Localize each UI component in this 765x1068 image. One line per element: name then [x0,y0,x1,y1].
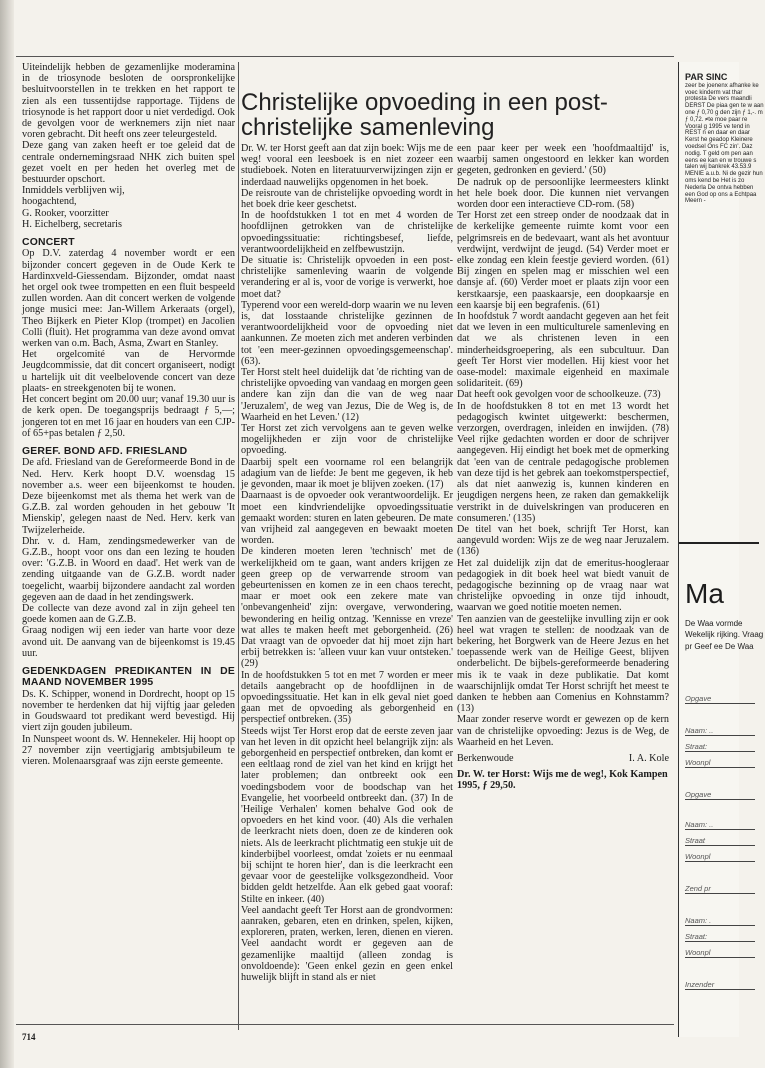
news-paragraph: Op D.V. zaterdag 4 november wordt er een bijzonder concert gegeven in de Oude Kerk te Hardinxveld-Giessendam. Bijzonder, omdat naast het orgel ook twee trompetten en een fluit bespeeld zullen worden. Aan dit concert werken de volgende jonge musici mee: Jan-Willem Arkeraats (orgel), Theo Bijkerk en Pieter Klop (trompet) en Jacolien Colli (fluit). Het programma van deze avond omvat werken van o.m. Bach, Asma, Zwart en Stanley. [22,248,235,350]
form-line: Naam: .. [685,820,755,830]
top-rule [16,56,674,57]
form-line: Straat: [685,742,755,752]
article-paragraph: Veel aandacht geeft Ter Horst aan de grondvormen: aanraken, gebaren, eten en drinken, spelen, kijken, exploreren, praten, werken, leren, dienen en vieren. Veel aandacht wordt er gegeven aan de gezamenlijke maaltijd (alleen zondag is onvoldoende): 'Geen enkel gezin en geen enkel huwelijk blijft in stand als er niet [241,904,453,984]
article-column-left [241,143,453,1023]
article-paragraph: In de hoofdstukken 5 tot en met 7 worden er meer details aangebracht op de hoofdlijnen in de opvoedingssituatie. Het kan in elk geval niet goed gaan met de opvoeding als geborgenheid en perspectief ontbreken. (35) [241,669,453,726]
news-paragraph: Ds. K. Schipper, wonend in Dordrecht, hoopt op 15 november te herdenken dat hij vijftig jaar geleden in Goudswaard tot predikant werd bevestigd. Hij viert zijn gouden jubileum. [22,688,235,734]
article-paragraph: De titel van het boek, schrijft Ter Horst, kan aangevuld worden: Wijs ze de weg naar Jeruzalem. (136) [457,523,669,558]
article-paragraph: De situatie is: Christelijk opvoeden in een post-christelijke samenleving waarin de volgende verandering er al is, voor de vorige is verwerkt, hoe moet dat? [241,255,453,300]
form-heading: Ma [685,578,724,609]
section-heading: GEDENKDAGEN PREDIKANTEN IN DE MAAND NOVEMBER 1995 [22,665,235,689]
signature: H. Eichelberg, secretaris [22,218,122,230]
section-heading: CONCERT [22,237,75,249]
news-paragraph: In Nunspeet woont ds. W. Hennekeler. Hij hoopt op 27 november zijn veertigjarig ambtsjubileum te vieren. Molenaarsgraaf was zijn eerste gemeente. [22,733,235,767]
article-paragraph: Ter Horst zet zich vervolgens aan te geven welke mogelijkheden er zijn voor de christelijke opvoeding. [241,423,453,457]
adjacent-heading: PAR SINC [685,72,728,82]
article-paragraph: De kinderen moeten leren 'technisch' met de werkelijkheid om te gaan, want anders krijgen ze geen greep op de verwarrende stroom van gebeurtenissen en komen ze in een chaos terecht, maar er moet ook een zekere mate van 'onbevangenheid' zijn: overgave, verwondering, bewondering en heilig ontzag. 'Kennisse en vreze' wat alles te maken heeft met geborgenheid. (26) Dat vraagt van de opvoeder dat hij moet zijn hart erbij betrekken is: 'alleen vuur kan vuur ontsteken.' (29) [241,546,453,670]
news-paragraph: De afd. Friesland van de Gereformeerde Bond in de Ned. Herv. Kerk hoopt D.V. woensdag 15 november a.s. weer een bijeenkomst te houden. Deze bijeenkomst met als thema het werk van de G.Z.B. zal worden gehouden in het gebouw 'It Mienskip', gelegen naast de Ned. Herv. kerk van Twijzelerheide. [22,457,235,536]
signoff-place: Berkenwoude [457,752,514,764]
article-paragraph: Typerend voor een wereld-dorp waarin we nu leven is, dat losstaande christelijke gezinnen de verantwoordelijkheid voor de opvoeding niet aankunnen. Ze moeten zich met anderen verbinden tot 'een meer-gezinnen opvoedingsgemeenschap'. (63). [241,299,453,367]
form-line: Opgave [685,694,755,704]
form-line: Straat: [685,932,755,942]
article-paragraph: De reisroute van de christelijke opvoeding wordt in het boek drie keer geschetst. [241,187,453,211]
adjacent-body: zeer be joenenx afhanke ke voec kinderm vat thar protesta De vers maandli DERST De piaa gen te w aan one ƒ 0,70 g den zijn ƒ 1,-. m ƒ 0,72. ≠te moe paar re Vooral g 1995 ve tend in REST n en daar en daar Kerst he geadop Kleinere voedsel Ons FC zin'. Daz nodig. T geld om pen aan eens ee kan en w trouwe s talen wij bankrek 43.53.9 MENIE a.u.b. Ni de gezir hun oms kend be Het is zo Nederla De ontva hebben een God op ons a Echtpaa Meern - [685,82,764,205]
form-line: Woonpl [685,852,755,862]
letter-closing: Inmiddels verblijven wij, [22,185,125,197]
article-paragraph: In hoofdstuk 7 wordt aandacht gegeven aan het feit dat we leven in een multiculturele samenleving en dat we als christenen leven in een minderheidsgroepering, als een subcultuur. Dan geeft Ter Horst vier modellen. Hij kiest voor het oase-model: maximale eigenheid en maximale solidariteit. (69) [457,311,669,390]
signature: G. Rooker, voorzitter [22,207,109,219]
signoff-line [457,753,669,764]
adjacent-page-text [685,74,765,205]
page-number: 714 [22,1032,36,1042]
letter-paragraph: Deze gang van zaken heeft er toe geleid dat de centrale ondernemingsraad NHK zich buiten spel gezet voelt en per heden het overleg met de bestuurder opschort. [22,140,235,186]
article-paragraph: Dr. W. ter Horst geeft aan dat zijn boek: Wijs me de weg! vooral een leesboek is en niet zozeer een studieboek. Noten en literatuurverwijzingen zijn er inderdaad nauwelijks opgenomen in het boek. [241,143,453,188]
letter-paragraph: Uiteindelijk hebben de gezamenlijke moderamina in de triosynode besloten de oorspronkelijke besluitvoorstellen in te trekken en het rapport te zien als een tussentijdse rapportage. Tijdens de triosynode is het rapport door u niet verdedigd. Ook de gevolgen voor de werknemers zijn niet naar voren gebracht. Dit heeft ons zeer teleurgesteld. [22,62,235,141]
article-paragraph: In de hoofdstukken 8 tot en met 13 wordt het pedagogisch kwintet uitgewerkt: beschermen, verzorgen, overdragen, inleiden en inwijden. (78) Veel rijke gedachten worden er door de schrijver aangegeven. Hij eindigt het boek met de opmerking dat 'een van de centrale pedagogische problemen van deze tijd is het gebrek aan toekomstperspectief, als dat niet aanwezig is, kunnen kinderen en jeugdigen nergens heen, ze raken dan gemakkelijk verstrikt in de duivelskringen van produceren en consumeren.' (135) [457,400,669,524]
article-paragraph: Het zal duidelijk zijn dat de emeritus-hoogleraar pedagogiek in dit boek heel wat biedt vanuit de pedagogische bezinning op de vraag naar wat christelijke opvoeding in onze tijd inhoudt, waarvan we goed notitie moeten nemen. [457,557,669,614]
article-paragraph: De nadruk op de persoonlijke leermeesters klinkt het hele boek door. Die kunnen niet vervangen worden door een interactieve CD-rom. (58) [457,176,669,211]
form-intro: De Waa vormde Wekelijk rijking. Vraag pr Geef ee De Waa [685,619,764,651]
form-line: Opgave [685,790,755,800]
letter-greeting: hoogachtend, [22,196,77,208]
article-paragraph: Ten aanzien van de geestelijke invulling zijn er ook heel wat vragen te stellen: de noodzaak van de bekering, het Borgwerk van de Heere Jezus en het toepassende werk van de Heilige Geest, blijven onderbelicht. De bijbels-gereformeerde benadering mis ik te vaak in deze publikatie. Dat komt waarschijnlijk omdat Ter Horst schrijft het meest te danken te hebben aan Comenius en Kohnstamm? (13) [457,613,669,715]
news-paragraph: De collecte van deze avond zal in zijn geheel ten goede komen aan de G.Z.B. [22,602,235,626]
form-line: Zend pr [685,884,755,894]
form-line: Naam: . [685,916,755,926]
news-paragraph: Het concert begint om 20.00 uur; vanaf 19.30 uur is de kerk open. De toegangsprijs bedraagt ƒ 5,—; jongeren tot en met 16 jaar en houders van een CJP- of 65+pas betalen ƒ 2,50. [22,394,235,439]
column-divider [238,62,239,1030]
form-line: Woonpl [685,758,755,768]
signoff-author: I. A. Kole [628,752,669,764]
news-paragraph: Graag nodigen wij een ieder van harte voor deze avond uit. De aanvang van de bijeenkomst is 19.45 uur. [22,625,235,659]
form-line: Inzender [685,980,755,990]
article-paragraph: Dat heeft ook gevolgen voor de schoolkeuze. (73) [457,389,661,401]
article-paragraph: Steeds wijst Ter Horst erop dat de eerste zeven jaar van het leven in dit opzicht heel belangrijk zijn: als geborgenheid en perspectief ontbreken, dan komt er een eeltlaag rond de ziel van het kind en krijgt het later problemen; dan ontbreekt ook een voedingsbodem voor de boodschap van het Evangelie, het voorbeeld ontbreekt dan. (37) In de 'Heilige Verhalen' komen behalve God ook de opvoeders en het kind voor. (40) Als die verhalen de leerkracht niets doen, doen ze de kinderen ook niets. Als de leerkracht plichtmatig een stukje uit de kinderbijbel voorleest, omdat 'zoiets er nu eenmaal bij schijnt te horen hier', dan is die leerkracht een gevaar voor de geestelijke volksgezondheid. Voor bidden geldt hetzelfde. Aan elk gebed gaat vooraf: Stilte en inkeer. (40) [241,725,453,905]
order-form-box [679,542,764,1039]
article-paragraph: Maar zonder reserve wordt er gewezen op de kern van de christelijke opvoeding: Jezus is de Weg, de Waarheid en het Leven. [457,714,669,748]
bottom-rule [16,1024,674,1025]
article-column-right [457,143,669,903]
article-paragraph: Ter Horst zet een streep onder de noodzaak dat in de kerkelijke gemeente ruimte komt voor een pelgrimsreis en de bedevaart, want als het avontuur verdwijnt, verdwijnt de jeugd. (54) Verder moet er elke zondag een klein feestje gevierd worden. (61) Bij zingen en spelen mag er misschien wel een dansje af. (60) Verder moet er plaats zijn voor een kerstkaarsje, een paaskaarsje, een doopkaarsje en een kaarsje bij een begrafenis. (61) [457,210,669,311]
page-binding-shadow [0,0,14,1068]
form-line: Straat [685,836,755,846]
form-line: Woonpl [685,948,755,958]
adjacent-page-column [678,62,764,1037]
article-paragraph: In de hoofdstukken 1 tot en met 4 worden de hoofdlijnen getrokken van de christelijke opvoedingssituatie: richtingsbesef, liefde, verantwoordelijkheid en zelfbewustzijn. [241,210,453,255]
article-paragraph: Ter Horst stelt heel duidelijk dat 'de richting van de christelijke opvoeding van vandaag en morgen geen andere kan zijn dan die van de weg naar 'Jeruzalem', de weg van Jezus, Die de Weg is, de Waarheid en het Leven.' (12) [241,367,453,423]
news-paragraph: Het orgelcomité van de Hervormde Jeugdcommissie, dat dit concert organiseert, nodigt u hartelijk uit dit veelbelovende concert van deze plaats- en streekgenoten bij te wonen. [22,349,235,394]
article-title: Christelijke opvoeding in een post-christelijke samenleving [241,89,608,141]
news-column [22,62,235,1022]
news-paragraph: Dhr. v. d. Ham, zendingsmedewerker van de G.Z.B., hoopt voor ons dan een lezing te houden over: 'G.Z.B. in Woord en daad'. Het werk van de zending uitgaande van de G.Z.B. wordt nader toegelicht, waarbij bijzondere aandacht zal worden gegeven aan de daad in het zendingswerk. [22,535,235,603]
book-reference: Dr. W. ter Horst: Wijs me de weg!, Kok Kampen 1995, ƒ 29,50. [457,769,668,792]
article-paragraph: Daarnaast is de opvoeder ook verantwoordelijk. Er moet een kindvriendelijke opvoedingssituatie gemaakt worden: sturen en laten gebeuren. De mate van vrijheid zal aangegeven en bewaakt moeten worden. [241,490,453,547]
article-paragraph: Daarbij spelt een voorname rol een belangrijk adagium van de liefde: Je bent me gegeven, ik heb je gevonden, maar ik moet je blijven zoeken. (17) [241,456,453,491]
article-paragraph: een paar keer per week een 'hoofdmaaltijd' is, waarbij samen ongestoord en lekker kan worden gegeten, gedronken en gevierd.' (50) [457,143,669,177]
section-heading: GEREF. BOND AFD. FRIESLAND [22,445,188,457]
form-line: Naam: .. [685,726,755,736]
